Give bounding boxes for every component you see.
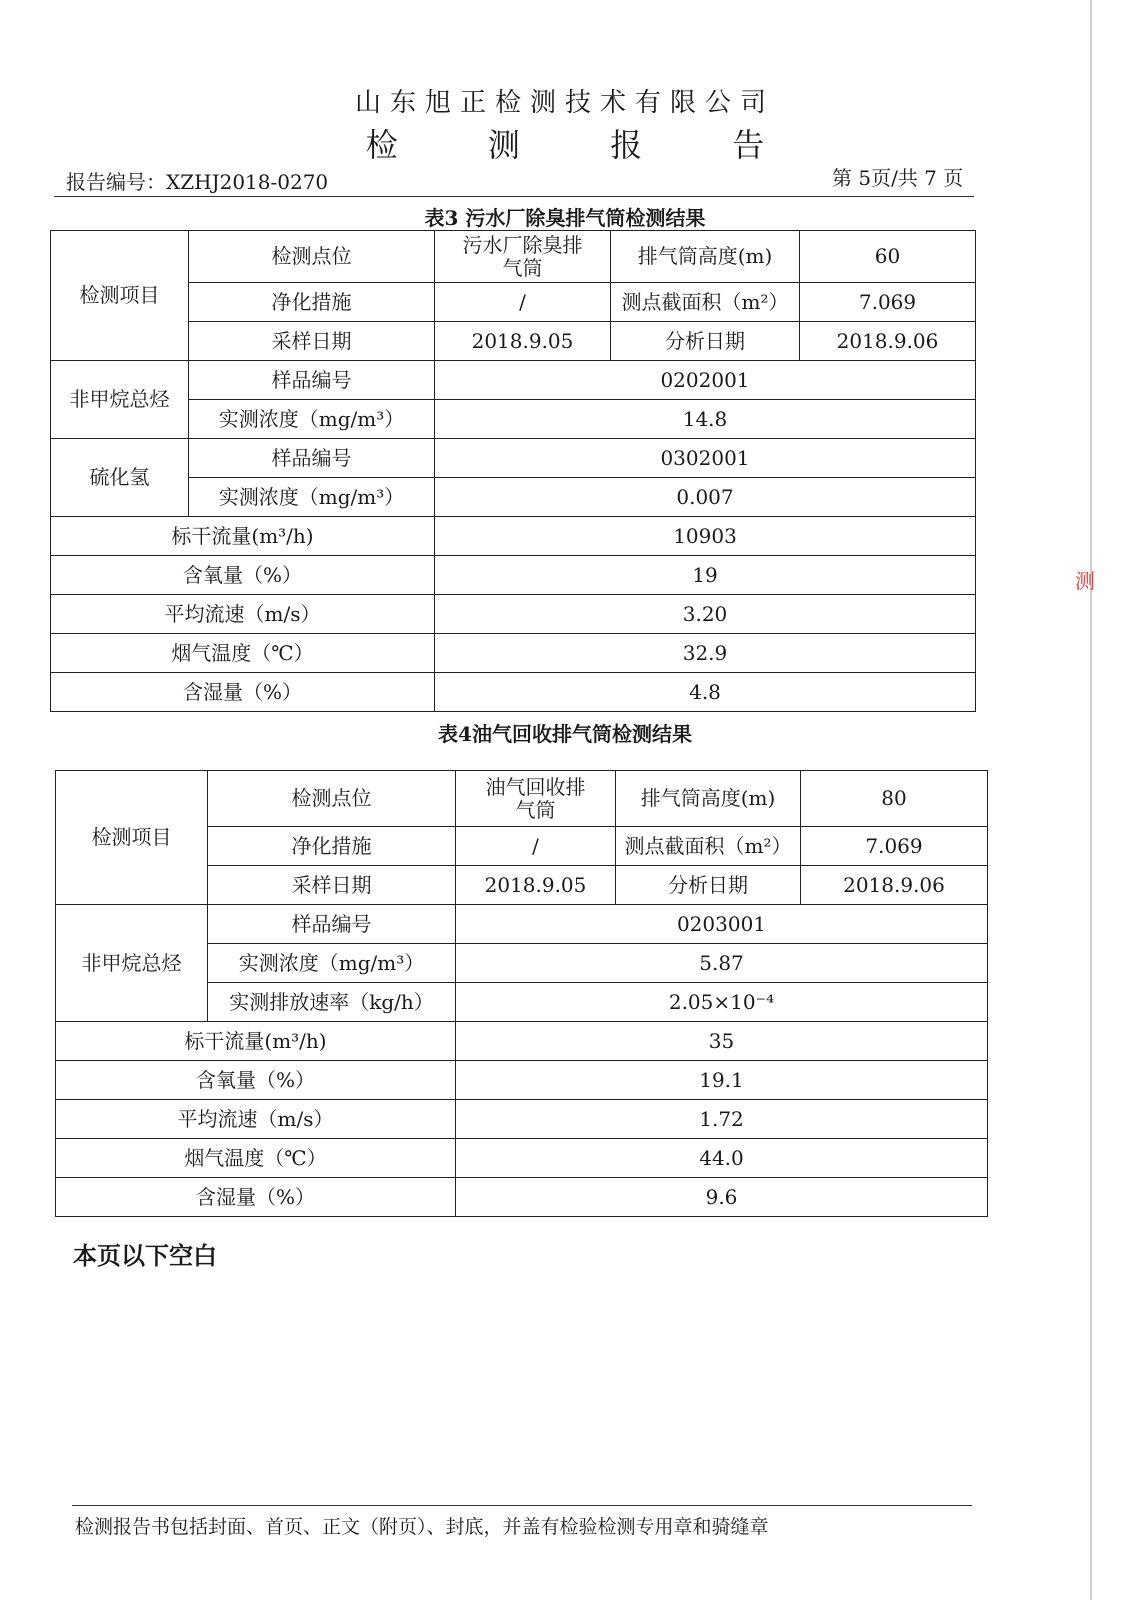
table-row [51, 439, 976, 478]
purify-label: 净化措施 [189, 283, 435, 322]
moisture-value: 9.6 [456, 1178, 988, 1217]
perforation-seal-fragment [1075, 560, 1095, 790]
purify-value: / [435, 283, 611, 322]
height-label: 排气筒高度(m) [616, 771, 801, 827]
table-row [56, 905, 988, 944]
table-row [51, 322, 976, 361]
area-value: 7.069 [801, 827, 988, 866]
table-row [51, 673, 976, 712]
nmhc-label: 非甲烷总烃 [56, 905, 208, 1022]
table-row [56, 1061, 988, 1100]
height-value: 60 [800, 231, 976, 283]
table3 [50, 230, 976, 712]
sample-date-label: 采样日期 [208, 866, 456, 905]
table-row [56, 1178, 988, 1217]
table-row [56, 771, 988, 827]
purify-label: 净化措施 [208, 827, 456, 866]
table-row [51, 478, 976, 517]
footer-divider [72, 1505, 972, 1506]
flow-value: 10903 [435, 517, 976, 556]
table-row [51, 283, 976, 322]
temp-label: 烟气温度（℃） [51, 634, 435, 673]
seal-text: 测 [1075, 569, 1095, 593]
table-row [51, 556, 976, 595]
point-value: 油气回收排气筒 [456, 771, 616, 827]
temp-label: 烟气温度（℃） [56, 1139, 456, 1178]
flow-label: 标干流量(m³/h) [51, 517, 435, 556]
oxygen-label: 含氧量（%） [56, 1061, 456, 1100]
nmhc-conc: 5.87 [456, 944, 988, 983]
point-label: 检测点位 [189, 231, 435, 283]
temp-value: 44.0 [456, 1139, 988, 1178]
nmhc-rate-label: 实测排放速率（kg/h） [208, 983, 456, 1022]
height-label: 排气筒高度(m) [611, 231, 800, 283]
h2s-sample-label: 样品编号 [189, 439, 435, 478]
table-row [51, 231, 976, 283]
area-value: 7.069 [800, 283, 976, 322]
analysis-date: 2018.9.06 [800, 322, 976, 361]
document-title: 检 测 报 告 [365, 126, 805, 164]
nmhc-conc-label: 实测浓度（mg/m³） [208, 944, 456, 983]
h2s-conc: 0.007 [435, 478, 976, 517]
nmhc-sample-label: 样品编号 [208, 905, 456, 944]
table-row [56, 1139, 988, 1178]
velocity-value: 1.72 [456, 1100, 988, 1139]
table3-caption: 表3 污水厂除臭排气筒检测结果 [424, 206, 706, 230]
oxygen-value: 19 [435, 556, 976, 595]
sample-date: 2018.9.05 [456, 866, 616, 905]
height-value: 80 [801, 771, 988, 827]
blank-page-note: 本页以下空白 [73, 1241, 217, 1270]
purify-value: / [456, 827, 616, 866]
nmhc-conc-label: 实测浓度（mg/m³） [189, 400, 435, 439]
point-label: 检测点位 [208, 771, 456, 827]
temp-value: 32.9 [435, 634, 976, 673]
table-row [51, 595, 976, 634]
table-row [56, 1100, 988, 1139]
oxygen-label: 含氧量（%） [51, 556, 435, 595]
h2s-conc-label: 实测浓度（mg/m³） [189, 478, 435, 517]
table-row [51, 400, 976, 439]
analysis-date-label: 分析日期 [616, 866, 801, 905]
moisture-label: 含湿量（%） [56, 1178, 456, 1217]
footer-note: 检测报告书包括封面、首页、正文（附页）、封底，并盖有检验检测专用章和骑缝章 [75, 1516, 769, 1538]
nmhc-rate: 2.05×10⁻⁴ [456, 983, 988, 1022]
table-row [51, 361, 976, 400]
report-number: 报告编号：XZHJ2018-0270 [66, 170, 329, 194]
nmhc-sample: 0203001 [456, 905, 988, 944]
flow-label: 标干流量(m³/h) [56, 1022, 456, 1061]
nmhc-sample-label: 样品编号 [189, 361, 435, 400]
h2s-label: 硫化氢 [51, 439, 189, 517]
velocity-label: 平均流速（m/s） [51, 595, 435, 634]
table4-caption: 表4油气回收排气筒检测结果 [438, 722, 692, 746]
sample-date-label: 采样日期 [189, 322, 435, 361]
flow-value: 35 [456, 1022, 988, 1061]
area-label: 测点截面积（m²） [611, 283, 800, 322]
analysis-date-label: 分析日期 [611, 322, 800, 361]
area-label: 测点截面积（m²） [616, 827, 801, 866]
binding-margin-line [1090, 0, 1092, 1600]
oxygen-value: 19.1 [456, 1061, 988, 1100]
table4 [55, 770, 988, 1217]
table-row [51, 634, 976, 673]
h2s-sample: 0302001 [435, 439, 976, 478]
nmhc-conc: 14.8 [435, 400, 976, 439]
header-divider [54, 196, 974, 197]
point-value: 污水厂除臭排气筒 [435, 231, 611, 283]
sample-date: 2018.9.05 [435, 322, 611, 361]
company-name: 山东旭正检测技术有限公司 [354, 88, 775, 118]
velocity-label: 平均流速（m/s） [56, 1100, 456, 1139]
analysis-date: 2018.9.06 [801, 866, 988, 905]
velocity-value: 3.20 [435, 595, 976, 634]
nmhc-sample: 0202001 [435, 361, 976, 400]
table-row [51, 517, 976, 556]
moisture-label: 含湿量（%） [51, 673, 435, 712]
moisture-value: 4.8 [435, 673, 976, 712]
nmhc-label: 非甲烷总烃 [51, 361, 189, 439]
item-label: 检测项目 [51, 231, 189, 361]
table-row [56, 1022, 988, 1061]
item-label: 检测项目 [56, 771, 208, 905]
page-indicator: 第 5页/共 7 页 [832, 166, 964, 190]
